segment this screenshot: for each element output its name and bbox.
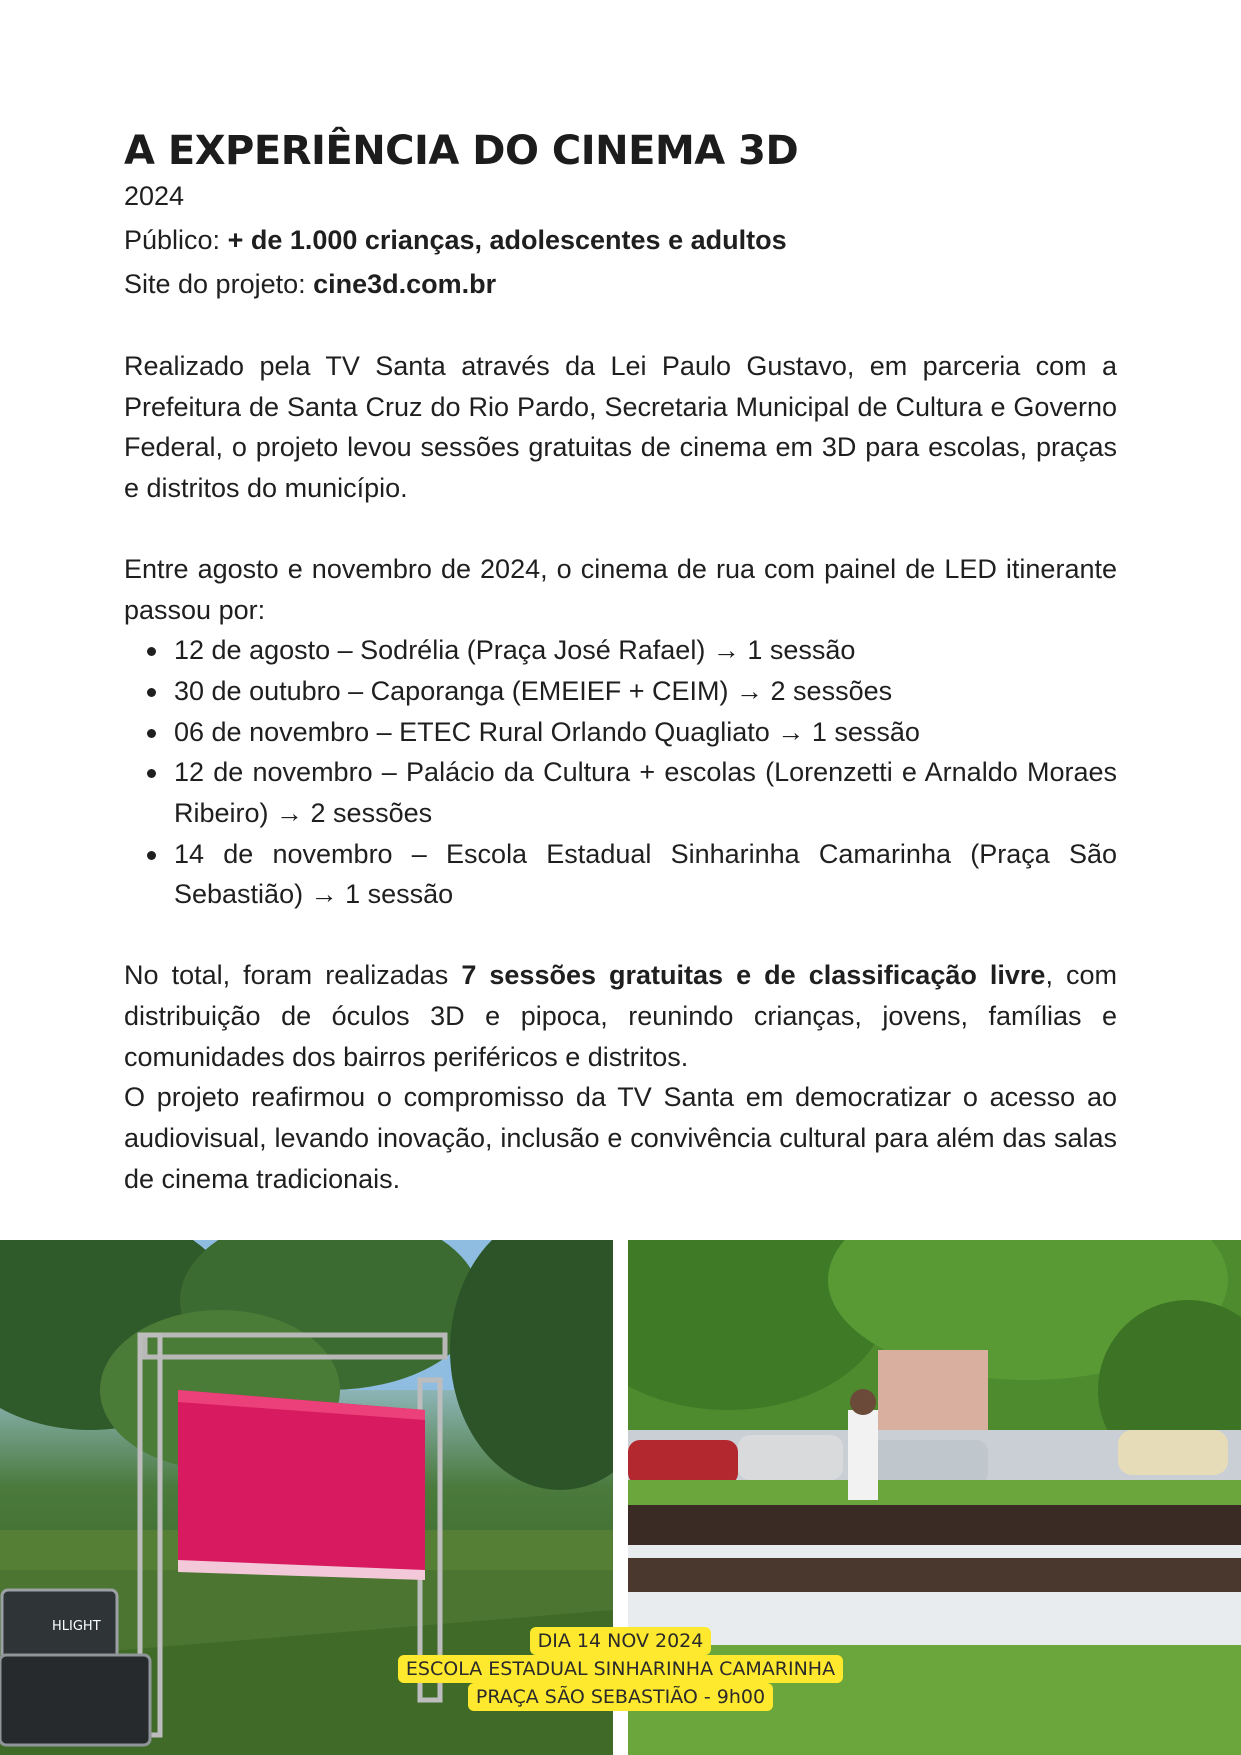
- list-item: [124, 752, 1117, 833]
- audience-label: Público:: [124, 225, 228, 255]
- caption-school: ESCOLA ESTADUAL SINHARINHA CAMARINHA: [398, 1655, 843, 1683]
- year: 2024: [124, 181, 185, 211]
- total-paragraph: [124, 955, 1117, 1077]
- bullet-icon: [147, 647, 156, 656]
- page-title: A EXPERIÊNCIA DO CINEMA 3D: [124, 128, 799, 174]
- bullet-icon: [147, 851, 156, 860]
- total-bold: 7 sessões gratuitas e de classificação livre: [461, 960, 1046, 991]
- document-content: [124, 128, 1117, 1199]
- bullet-icon: [147, 729, 156, 738]
- equipment-label: HLIGHT: [52, 1619, 101, 1634]
- bullet-icon: [147, 769, 156, 778]
- site-link[interactable]: cine3d.com.br: [313, 269, 497, 299]
- visit-text: 14 de novembro – Escola Estadual Sinharinha Camarinha (Praça São Sebastião) → 1 sessão: [174, 838, 1117, 910]
- list-item: [124, 834, 1117, 915]
- site-line: [124, 262, 1117, 306]
- visits-list: [124, 630, 1117, 915]
- bullet-icon: [147, 688, 156, 697]
- audience-value: + de 1.000 crianças, adolescentes e adultos: [227, 225, 787, 255]
- intro-paragraph: Realizado pela TV Santa através da Lei Paulo Gustavo, em parceria com a Prefeitura de Santa Cruz do Rio Pardo, Secretaria Municipal de Cultura e Governo Federal, o projeto levou sessões gratuitas de cinema em 3D para escolas, praças e distritos do município.: [124, 351, 1117, 504]
- visit-text: 30 de outubro – Caporanga (EMEIEF + CEIM) → 2 sessões: [174, 675, 893, 706]
- list-item: [124, 630, 1117, 671]
- caption-date: DIA 14 NOV 2024: [530, 1627, 712, 1655]
- photo-caption: [0, 1627, 1241, 1711]
- total-before: No total, foram realizadas: [124, 960, 462, 991]
- visit-text: 12 de agosto – Sodrélia (Praça José Rafael) → 1 sessão: [174, 635, 856, 666]
- site-label: Site do projeto:: [124, 269, 314, 299]
- total-after: , com distribuição de óculos 3D e pipoca, reunindo crianças, jovens, famílias e comunidades dos bairros periféricos e distritos.: [124, 960, 1117, 1072]
- caption-location: PRAÇA SÃO SEBASTIÃO - 9h00: [468, 1683, 773, 1711]
- list-item: [124, 712, 1117, 753]
- visit-text: 06 de novembro – ETEC Rural Orlando Quagliato → 1 sessão: [174, 716, 920, 747]
- audience-line: [124, 218, 1117, 262]
- visit-text: 12 de novembro – Palácio da Cultura + escolas (Lorenzetti e Arnaldo Moraes Ribeiro) → 2 sessões: [174, 757, 1117, 829]
- route-intro-paragraph: Entre agosto e novembro de 2024, o cinema de rua com painel de LED itinerante passou por:: [124, 553, 1117, 625]
- list-item: [124, 671, 1117, 712]
- closing-paragraph: O projeto reafirmou o compromisso da TV Santa em democratizar o acesso ao audiovisual, levando inovação, inclusão e convivência cultural para além das salas de cinema tradicionais.: [124, 1082, 1117, 1194]
